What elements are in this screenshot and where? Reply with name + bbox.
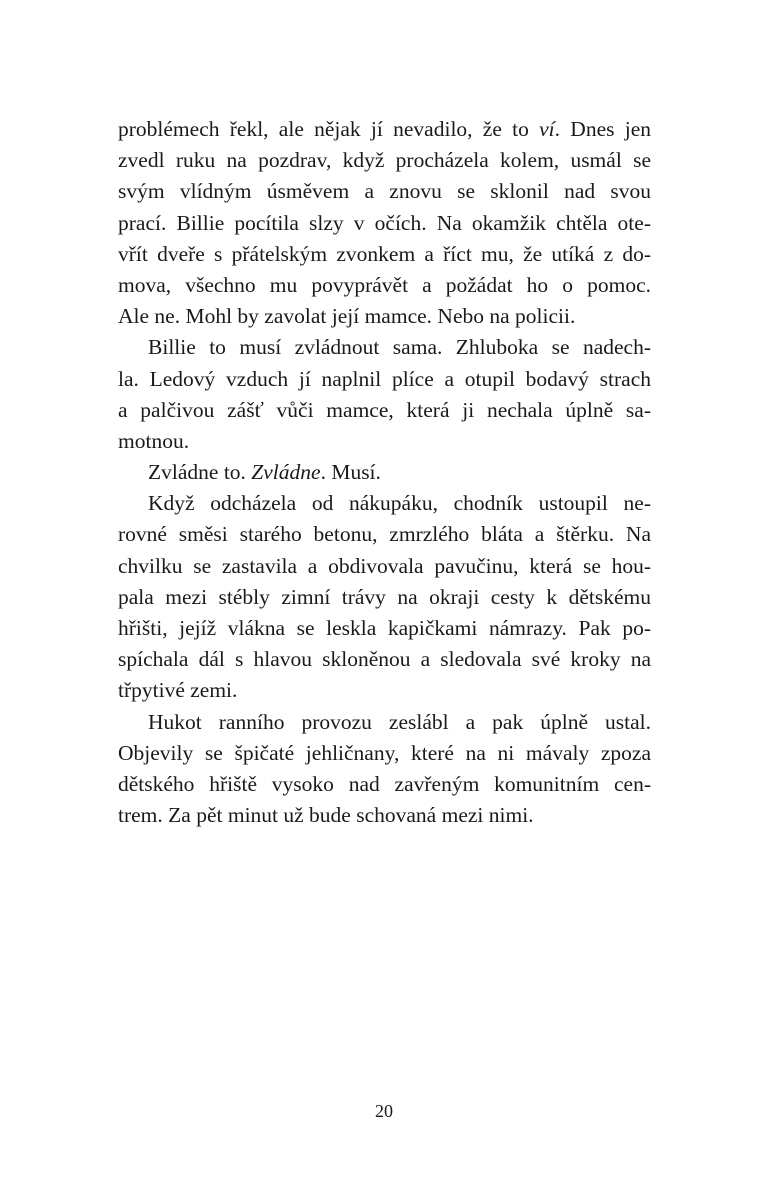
text-line: [118, 457, 651, 488]
text-line: [118, 707, 651, 738]
text-line: [118, 395, 651, 426]
text-line: [118, 364, 651, 395]
paragraph: [118, 457, 651, 488]
paragraph: [118, 114, 651, 332]
text-run: rovné směsi starého betonu, zmrzlého bláta a štěrku. Na: [118, 522, 651, 547]
text-run: třpytivé zemi.: [118, 678, 238, 703]
text-run: Billie to musí zvládnout sama. Zhluboka se nadech-: [148, 335, 651, 360]
text-run: svým vlídným úsměvem a znovu se sklonil nad svou: [118, 179, 651, 204]
text-line: [118, 613, 651, 644]
text-line: [118, 551, 651, 582]
italic-text: Zvládne: [251, 460, 321, 485]
text-line: [118, 176, 651, 207]
paragraph: [118, 707, 651, 832]
text-line: [118, 519, 651, 550]
text-run: problémech řekl, ale nějak jí nevadilo, že to: [118, 117, 540, 141]
text-line: [118, 800, 651, 831]
text-run: spíchala dál s hlavou skloněnou a sledovala své kroky na: [118, 647, 651, 672]
text-run: trem. Za pět minut už bude schovaná mezi nimi.: [118, 803, 534, 828]
text-line: [118, 738, 651, 769]
text-run: la. Ledový vzduch jí naplnil plíce a otupil bodavý strach: [118, 366, 651, 391]
text-line: [118, 644, 651, 675]
page-number: 20: [375, 1101, 393, 1121]
text-run: zvedl ruku na pozdrav, když procházela kolem, usmál se: [118, 148, 651, 173]
text-run: . Dnes jen: [554, 117, 651, 141]
text-run: Ale ne. Mohl by zavolat její mamce. Nebo na policii.: [118, 304, 576, 329]
text-run: vřít dveře s přátelským zvonkem a říct mu, že utíká z do-: [118, 241, 651, 266]
text-line: [118, 426, 651, 457]
text-line: [118, 488, 651, 519]
paragraph: [118, 332, 651, 457]
text-run: Hukot ranního provozu zeslábl a pak úplně ustal.: [148, 709, 651, 734]
text-line: [118, 301, 651, 332]
text-line: [118, 270, 651, 301]
text-line: [118, 208, 651, 239]
text-line: [118, 769, 651, 800]
text-run: chvilku se zastavila a obdivovala pavučinu, která se hou-: [118, 553, 651, 578]
text-run: Když odcházela od nákupáku, chodník ustoupil ne-: [148, 491, 651, 516]
text-run: motnou.: [118, 428, 190, 453]
text-run: a palčivou zášť vůči mamce, která ji nechala úplně sa-: [118, 397, 651, 422]
text-line: [118, 582, 651, 613]
text-line: [118, 332, 651, 363]
text-run: hřišti, jejíž vlákna se leskla kapičkami námrazy. Pak po-: [118, 616, 651, 640]
text-run: prací. Billie pocítila slzy v očích. Na okamžik chtěla ote-: [118, 210, 651, 235]
paragraph: [118, 488, 651, 706]
body-text: [118, 114, 651, 831]
text-run: mova, všechno mu povyprávět a požádat ho o pomoc.: [118, 272, 651, 297]
text-line: [118, 114, 651, 145]
text-run: . Musí.: [320, 460, 381, 485]
text-run: dětského hřiště vysoko nad zavřeným komunitním cen-: [118, 771, 651, 796]
text-run: Zvládne to.: [148, 460, 252, 485]
text-run: Objevily se špičaté jehličnany, které na ni mávaly zpoza: [118, 740, 651, 765]
text-line: [118, 675, 651, 706]
text-line: [118, 239, 651, 270]
italic-text: ví: [539, 117, 555, 141]
text-line: [118, 145, 651, 176]
text-run: pala mezi stébly zimní trávy na okraji cesty k dětskému: [118, 584, 651, 609]
